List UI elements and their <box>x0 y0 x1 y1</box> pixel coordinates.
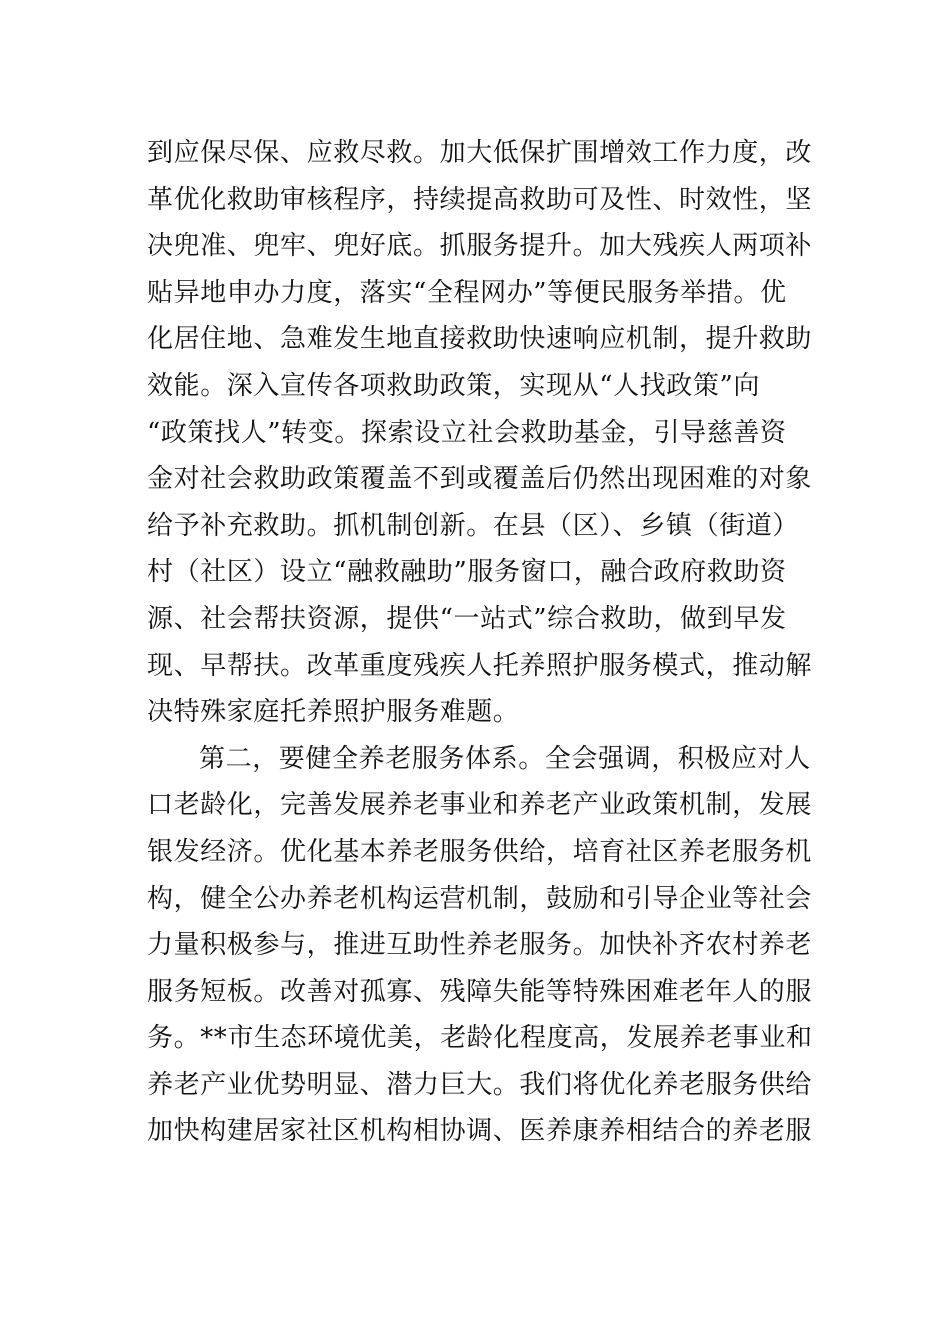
text-line: 革优化救助审核程序，持续提高救助可及性、时效性，坚 <box>147 184 813 215</box>
text-line: 化居住地、急难发生地直接救助快速响应机制，提升救助 <box>147 324 813 355</box>
text-line: 银发经济。优化基本养老服务供给，培育社区养老服务机 <box>147 836 813 867</box>
text-line: 口老龄化，完善发展养老事业和养老产业政策机制，发展 <box>147 790 813 821</box>
text-line: 金对社会救助政策覆盖不到或覆盖后仍然出现困难的对象 <box>147 464 813 495</box>
text-line: 现、早帮扶。改革重度残疾人托养照护服务模式，推动解 <box>147 650 813 681</box>
text-line: 村（社区）设立“融救融助”服务窗口，融合政府救助资 <box>147 557 787 588</box>
text-line: 决特殊家庭托养照护服务难题。 <box>147 697 520 728</box>
document-body <box>147 130 813 1155</box>
paragraph-elderly-care <box>147 736 813 1155</box>
text-line: 加快构建居家社区机构相协调、医养康养相结合的养老服 <box>147 1116 813 1147</box>
text-line: 力量积极参与，推进互助性养老服务。加快补齐农村养老 <box>147 930 813 961</box>
text-line: 源、社会帮扶资源，提供“一站式”综合救助，做到早发 <box>147 603 787 634</box>
text-line: 到应保尽保、应救尽救。加大低保扩围增效工作力度，改 <box>147 138 813 168</box>
text-line: 效能。深入宣传各项救助政策，实现从“人找政策”向 <box>147 370 760 401</box>
text-line: 第二，要健全养老服务体系。全会强调，积极应对人 <box>199 743 811 774</box>
text-line: 服务短板。改善对孤寡、残障失能等特殊困难老年人的服 <box>147 976 813 1007</box>
text-line: 构，健全公办养老机构运营机制，鼓励和引导企业等社会 <box>147 883 813 914</box>
paragraph-social-assistance <box>147 130 813 736</box>
text-line: 养老产业优势明显、潜力巨大。我们将优化养老服务供给 <box>147 1069 813 1100</box>
text-line: 给予补充救助。抓机制创新。在县（区）、乡镇（街道） <box>147 510 800 541</box>
text-line: “政策找人”转变。探索设立社会救助基金，引导慈善资 <box>147 417 787 448</box>
text-line: 决兜准、兜牢、兜好底。抓服务提升。加大残疾人两项补 <box>147 231 813 262</box>
text-line: 贴异地申办力度，落实“全程网办”等便民服务举措。优 <box>147 277 787 308</box>
text-line: 务。**市生态环境优美，老龄化程度高，发展养老事业和 <box>147 1023 813 1054</box>
